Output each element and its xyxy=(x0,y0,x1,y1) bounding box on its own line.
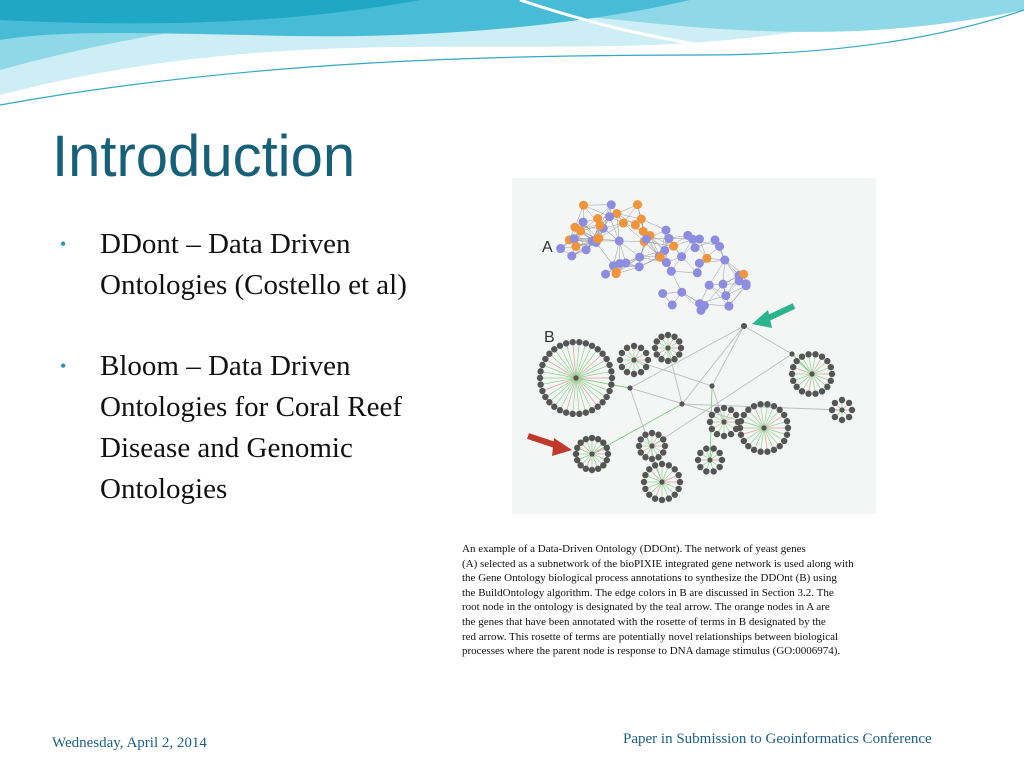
rosette-node xyxy=(719,457,725,463)
rosette-node xyxy=(617,357,623,363)
network-node xyxy=(556,244,565,253)
network-node xyxy=(567,251,576,260)
rosette-node xyxy=(665,332,671,338)
rosette-node xyxy=(551,404,557,410)
rosette-node xyxy=(638,345,644,351)
rosette-spoke xyxy=(764,428,787,435)
rosette-node xyxy=(563,409,569,415)
rosette-node xyxy=(551,346,557,352)
rosette-node xyxy=(603,394,609,400)
rosette-node xyxy=(781,412,787,418)
rosette-node xyxy=(638,436,644,442)
bullet-dot-icon: • xyxy=(60,234,67,254)
rosette-node xyxy=(589,343,595,349)
network-node xyxy=(718,280,727,289)
network-node xyxy=(607,200,616,209)
rosette-node xyxy=(771,403,777,409)
rosette-node xyxy=(793,384,799,390)
network-node xyxy=(576,227,585,236)
network-node xyxy=(721,291,730,300)
rosette-node xyxy=(605,451,611,457)
rosette-node xyxy=(832,414,838,420)
rosette-node xyxy=(785,425,791,431)
rosette-node xyxy=(537,368,543,374)
caption-line: (A) selected as a subnetwork of the bioPIXIE integrated gene network is used along with xyxy=(462,557,854,570)
network-node xyxy=(662,258,671,267)
network-node xyxy=(570,234,579,243)
rosette-node xyxy=(643,364,649,370)
network-node xyxy=(665,234,674,243)
rosette-node xyxy=(652,462,658,468)
rosette-node xyxy=(576,411,582,417)
rosette-node xyxy=(707,419,713,425)
rosette-node xyxy=(595,466,601,472)
network-node xyxy=(735,276,744,285)
rosette-spoke xyxy=(549,378,576,402)
network-node xyxy=(579,201,588,210)
rosette-node xyxy=(819,388,825,394)
rosette-node xyxy=(839,417,845,423)
hub-node xyxy=(589,451,594,456)
rosette-node xyxy=(741,438,747,444)
rosette-node xyxy=(658,334,664,340)
network-node xyxy=(658,289,667,298)
bullet-dot-icon: • xyxy=(60,356,67,376)
rosette-node xyxy=(583,436,589,442)
hub-node xyxy=(707,457,712,462)
rosette-node xyxy=(624,369,630,375)
rosette-node xyxy=(546,399,552,405)
caption-line: red arrow. This rosette of terms are potentially novel relationships between biological xyxy=(462,630,839,643)
rosette-node xyxy=(594,404,600,410)
red-arrow-icon xyxy=(528,436,572,456)
ontology-node xyxy=(679,401,684,406)
rosette-node xyxy=(745,443,751,449)
network-node xyxy=(705,281,714,290)
ontology-node xyxy=(789,351,794,356)
rosette-node xyxy=(649,430,655,436)
network-node xyxy=(724,302,733,311)
bullet-list xyxy=(60,224,440,550)
network-node xyxy=(667,267,676,276)
rosette-node xyxy=(574,457,580,463)
rosette-node xyxy=(542,356,548,362)
rosette-node xyxy=(576,339,582,345)
rosette-node xyxy=(733,426,739,432)
rosette-node xyxy=(846,400,852,406)
rosette-node xyxy=(711,445,717,451)
rosette-node xyxy=(606,388,612,394)
rosette-node xyxy=(655,432,661,438)
rosette-node xyxy=(790,378,796,384)
rosette-node xyxy=(666,462,672,468)
rosette-node xyxy=(824,384,830,390)
bullet-item-ddont xyxy=(60,224,440,306)
rosette-node xyxy=(583,409,589,415)
rosette-node xyxy=(714,407,720,413)
slide-title: Introduction xyxy=(52,124,356,189)
rosette-node xyxy=(672,466,678,472)
root-node xyxy=(741,323,747,329)
rosette-node xyxy=(812,351,818,357)
ontology-edge xyxy=(744,326,792,354)
rosette-node xyxy=(557,407,563,413)
rosette-node xyxy=(671,356,677,362)
hub-node xyxy=(573,375,578,380)
rosette-node xyxy=(619,350,625,356)
rosette-node xyxy=(619,364,625,370)
rosette-node xyxy=(777,443,783,449)
rosette-node xyxy=(652,495,658,501)
rosette-node xyxy=(599,351,605,357)
network-node xyxy=(677,288,686,297)
rosette-node xyxy=(738,432,744,438)
rosette-node xyxy=(608,368,614,374)
rosette-node xyxy=(603,356,609,362)
rosette-node xyxy=(757,401,763,407)
rosette-node xyxy=(659,461,665,467)
rosette-node xyxy=(557,343,563,349)
network-node xyxy=(668,300,677,309)
rosette-node xyxy=(646,492,652,498)
rosette-node xyxy=(589,467,595,473)
rosette-node xyxy=(784,432,790,438)
rosette-node xyxy=(631,343,637,349)
rosette-node xyxy=(790,364,796,370)
rosette-node xyxy=(641,479,647,485)
rosette-spoke xyxy=(576,354,603,378)
rosette-node xyxy=(636,443,642,449)
rosette-spoke xyxy=(741,428,764,435)
rosette-node xyxy=(764,449,770,455)
footer-conference: Paper in Submission to Geoinformatics Conference xyxy=(623,731,932,747)
rosette-node xyxy=(751,447,757,453)
bullet-text: Bloom – Data Driven Ontologies for Coral Reef Disease and Genomic Ontologies xyxy=(100,350,403,505)
rosette-node xyxy=(721,433,727,439)
rosette-node xyxy=(542,394,548,400)
rosette-node xyxy=(799,388,805,394)
rosette-node xyxy=(781,438,787,444)
rosette-node xyxy=(642,432,648,438)
rosette-node xyxy=(784,418,790,424)
rosette-node xyxy=(829,371,835,377)
rosette-node xyxy=(675,486,681,492)
bullet-item-bloom xyxy=(60,346,440,510)
rosette-node xyxy=(537,381,543,387)
rosette-node xyxy=(751,403,757,409)
figure-caption xyxy=(462,542,962,659)
rosette-node xyxy=(805,351,811,357)
network-node xyxy=(695,235,704,244)
rosette-node xyxy=(563,340,569,346)
panel-b-label: B xyxy=(544,329,555,346)
rosette-node xyxy=(672,492,678,498)
rosette-node xyxy=(828,378,834,384)
rosette-node xyxy=(608,381,614,387)
rosette-node xyxy=(660,436,666,442)
ontology-node xyxy=(709,383,714,388)
ontology-edge xyxy=(682,326,744,404)
rosette-node xyxy=(733,412,739,418)
rosette-node xyxy=(849,407,855,413)
hub-node xyxy=(631,357,636,362)
caption-line: root node in the ontology is designated by the teal arrow. The orange nodes in A are xyxy=(462,601,830,614)
rosette-spoke xyxy=(549,354,576,378)
rosette-node xyxy=(599,399,605,405)
ontology-node xyxy=(627,385,632,390)
network-node xyxy=(677,252,686,261)
rosette-node xyxy=(573,451,579,457)
rosette-node xyxy=(832,400,838,406)
hub-node xyxy=(665,345,670,350)
network-node xyxy=(639,227,648,236)
network-node xyxy=(635,253,644,262)
rosette-node xyxy=(539,362,545,368)
rosette-node xyxy=(569,339,575,345)
rosette-node xyxy=(662,443,668,449)
network-node xyxy=(605,212,614,221)
hub-node xyxy=(839,407,844,412)
rosette-node xyxy=(654,351,660,357)
rosette-node xyxy=(539,388,545,394)
rosette-node xyxy=(764,401,770,407)
header-wave-decoration xyxy=(0,0,1024,130)
network-node xyxy=(669,242,678,251)
rosette-node xyxy=(671,334,677,340)
rosette-node xyxy=(824,358,830,364)
network-node xyxy=(612,269,621,278)
rosette-node xyxy=(711,468,717,474)
rosette-node xyxy=(697,464,703,470)
rosette-node xyxy=(675,472,681,478)
rosette-node xyxy=(569,411,575,417)
rosette-node xyxy=(665,358,671,364)
rosette-node xyxy=(812,390,818,396)
network-node xyxy=(691,243,700,252)
rosette-node xyxy=(745,407,751,413)
rosette-node xyxy=(646,466,652,472)
caption-line: the BuildOntology algorithm. The edge colors in B are discussed in Section 3.2. The xyxy=(462,586,834,599)
network-node xyxy=(695,299,704,308)
network-node xyxy=(631,221,640,230)
rosette-node xyxy=(666,495,672,501)
network-node xyxy=(601,270,610,279)
hub-node xyxy=(761,425,766,430)
rosette-node xyxy=(709,412,715,418)
hub-node xyxy=(809,371,814,376)
rosette-node xyxy=(676,351,682,357)
rosette-node xyxy=(793,358,799,364)
rosette-node xyxy=(828,364,834,370)
rosette-node xyxy=(638,369,644,375)
rosette-node xyxy=(658,356,664,362)
rosette-node xyxy=(660,449,666,455)
network-node xyxy=(615,236,624,245)
rosette-node xyxy=(721,405,727,411)
rosette-node xyxy=(695,457,701,463)
rosette-node xyxy=(594,346,600,352)
rosette-node xyxy=(609,375,615,381)
rosette-node xyxy=(642,472,648,478)
rosette-node xyxy=(777,407,783,413)
rosette-node xyxy=(839,397,845,403)
rosette-node xyxy=(678,345,684,351)
rosette-node xyxy=(604,445,610,451)
network-node xyxy=(683,231,692,240)
rosette-node xyxy=(709,426,715,432)
caption-line: the genes that have been annotated with the rosette of terms in B designated by the xyxy=(462,615,826,628)
hub-node xyxy=(721,419,726,424)
ddont-network-figure xyxy=(512,178,876,514)
rosette-spoke xyxy=(741,421,764,428)
rosette-node xyxy=(805,390,811,396)
rosette-node xyxy=(697,450,703,456)
rosette-node xyxy=(638,449,644,455)
rosette-node xyxy=(624,345,630,351)
footer-date: Wednesday, April 2, 2014 xyxy=(52,735,207,751)
network-node xyxy=(635,262,644,271)
rosette-node xyxy=(741,412,747,418)
rosette-node xyxy=(589,435,595,441)
rosette-node xyxy=(659,497,665,503)
caption-line: processes where the parent node is response to DNA damage stimulus (GO:0006974). xyxy=(462,645,841,658)
rosette-node xyxy=(546,351,552,357)
network-node xyxy=(615,259,624,268)
rosette-node xyxy=(631,371,637,377)
rosette-node xyxy=(537,375,543,381)
rosette-node xyxy=(717,464,723,470)
network-node xyxy=(715,242,724,251)
network-node xyxy=(633,200,642,209)
network-node xyxy=(661,226,670,235)
rosette-node xyxy=(717,450,723,456)
network-node xyxy=(619,219,628,228)
rosette-node xyxy=(757,449,763,455)
rosette-node xyxy=(652,345,658,351)
rosette-node xyxy=(703,445,709,451)
rosette-node xyxy=(645,357,651,363)
rosette-node xyxy=(642,454,648,460)
rosette-node xyxy=(589,407,595,413)
rosette-node xyxy=(606,362,612,368)
teal-arrow-icon xyxy=(752,306,794,328)
network-node xyxy=(642,235,651,244)
rosette-node xyxy=(649,456,655,462)
hub-node xyxy=(649,443,654,448)
network-node xyxy=(720,256,729,265)
panel-a-label: A xyxy=(542,239,553,256)
rosette-node xyxy=(642,486,648,492)
network-node xyxy=(593,234,602,243)
rosette-node xyxy=(799,353,805,359)
caption-line: the Gene Ontology biological process annotations to synthesize the DDOnt (B) using xyxy=(462,572,837,585)
rosette-node xyxy=(677,479,683,485)
rosette-spoke xyxy=(576,378,603,402)
network-node xyxy=(579,218,588,227)
rosette-node xyxy=(846,414,852,420)
rosette-node xyxy=(829,407,835,413)
rosette-node xyxy=(789,371,795,377)
rosette-node xyxy=(703,468,709,474)
rosette-node xyxy=(654,338,660,344)
caption-line: An example of a Data-Driven Ontology (DDOnt). The network of yeast genes xyxy=(462,543,806,555)
rosette-node xyxy=(714,431,720,437)
rosette-node xyxy=(676,338,682,344)
rosette-node xyxy=(583,340,589,346)
network-node xyxy=(595,221,604,230)
rosette-node xyxy=(819,353,825,359)
rosette-node xyxy=(728,407,734,413)
rosette-node xyxy=(735,419,741,425)
network-node xyxy=(693,268,702,277)
bullet-text: DDont – Data Driven Ontologies (Costello et al) xyxy=(100,228,407,301)
rosette-node xyxy=(643,350,649,356)
network-node xyxy=(582,245,591,254)
rosette-spoke xyxy=(764,421,787,428)
rosette-node xyxy=(728,431,734,437)
rosette-node xyxy=(771,447,777,453)
rosette-node xyxy=(655,454,661,460)
hub-node xyxy=(659,479,664,484)
network-node xyxy=(571,242,580,251)
network-node xyxy=(695,259,704,268)
network-node xyxy=(702,254,711,263)
